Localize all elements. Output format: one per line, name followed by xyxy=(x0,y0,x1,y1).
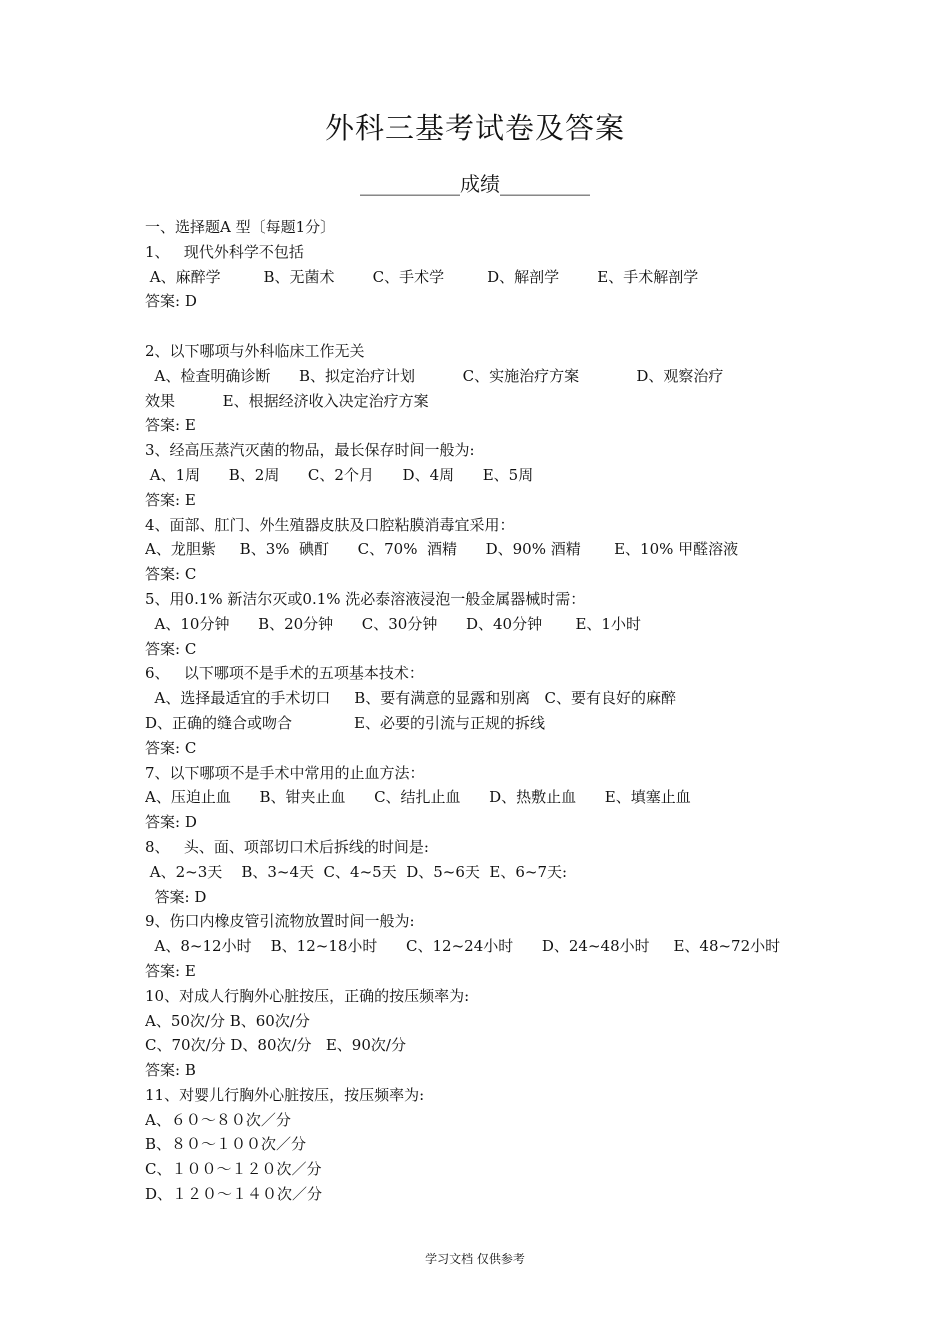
text-line: A、8~12小时 B、12~18小时 C、12~24小时 D、24~48小时 E、48~72小时 xyxy=(145,937,781,956)
text-line: B、８０～１００次／分 xyxy=(145,1135,307,1154)
text-line: 答案: E xyxy=(145,961,196,980)
text-line: C、70次/分 D、80次/分 E、90次/分 xyxy=(145,1036,406,1055)
text-line: 1、 现代外科学不包括 xyxy=(145,242,304,261)
score-field: __________成绩_________ xyxy=(360,172,590,196)
text-line: 4、面部、肛门、外生殖器皮肤及口腔粘膜消毒宜采用： xyxy=(145,515,515,534)
text-line: 6、 以下哪项不是手术的五项基本技术： xyxy=(145,664,424,683)
text-line: 5、用0.1% 新洁尔灭或0.1% 洗必泰溶液浸泡一般金属器械时需： xyxy=(145,589,586,608)
text-line: A、1周 B、2周 C、2个月 D、4周 E、5周 xyxy=(145,465,534,484)
text-line: A、压迫止血 B、钳夹止血 C、结扎止血 D、热敷止血 E、填塞止血 xyxy=(145,788,691,807)
blank-line xyxy=(145,314,835,339)
text-line: 2、以下哪项与外科临床工作无关 xyxy=(145,341,365,360)
text-line: 答案: E xyxy=(145,490,196,509)
question-list xyxy=(145,240,835,1207)
text-line: D、１２０～１４０次／分 xyxy=(145,1185,323,1204)
text-line: 答案: C xyxy=(145,565,197,584)
text-line: 9、伤口内橡皮管引流物放置时间一般为: xyxy=(145,912,415,931)
text-line: 7、以下哪项不是手术中常用的止血方法： xyxy=(145,763,425,782)
text-line: A、10分钟 B、20分钟 C、30分钟 D、40分钟 E、1小时 xyxy=(145,614,641,633)
text-line: 答案: D xyxy=(145,813,197,832)
text-line: 答案: D xyxy=(145,292,197,311)
text-line: 3、经高压蒸汽灭菌的物品，最长保存时间一般为: xyxy=(145,441,475,460)
text-line: A、龙胆紫 B、3% 碘酊 C、70% 酒精 D、90% 酒精 E、10% 甲醛溶液 xyxy=(145,540,739,559)
exam-content xyxy=(145,215,835,1207)
text-line: 10、对成人行胸外心脏按压，正确的按压频率为: xyxy=(145,986,470,1005)
text-line: 答案: C xyxy=(145,738,197,757)
text-line: 8、 头、面、项部切口术后拆线的时间是: xyxy=(145,837,429,856)
text-line: 答案: D xyxy=(145,887,207,906)
text-line: A、选择最适宜的手术切口 B、要有满意的显露和别离 C、要有良好的麻醉 xyxy=(145,689,677,708)
text-line: 答案: B xyxy=(145,1061,196,1080)
text-line: D、正确的缝合或吻合 E、必要的引流与正规的拆线 xyxy=(145,713,545,732)
text-line: 答案: C xyxy=(145,639,197,658)
text-line: A、检查明确诊断 B、拟定治疗计划 C、实施治疗方案 D、观察治疗 xyxy=(145,366,724,385)
page-footer: 学习文档 仅供参考 xyxy=(425,1252,525,1266)
text-line: A、50次/分 B、60次/分 xyxy=(145,1011,310,1030)
text-line: 答案: E xyxy=(145,416,196,435)
text-line: 效果 E、根据经济收入决定治疗方案 xyxy=(145,391,429,410)
text-line: A、６０～８０次／分 xyxy=(145,1110,291,1129)
text-line: A、麻醉学 B、无菌术 C、手术学 D、解剖学 E、手术解剖学 xyxy=(145,267,699,286)
page-title: 外科三基考试卷及答案 xyxy=(324,111,625,145)
section-heading: 一、选择题A 型〔每题1分〕 xyxy=(145,218,336,236)
text-line: A、2~3天 B、3~4天 C、4~5天 D、5~6天 E、6~7天: xyxy=(145,862,568,881)
text-line: 11、对婴儿行胸外心脏按压，按压频率为: xyxy=(145,1085,425,1104)
text-line: C、１００～１２０次／分 xyxy=(145,1160,322,1179)
